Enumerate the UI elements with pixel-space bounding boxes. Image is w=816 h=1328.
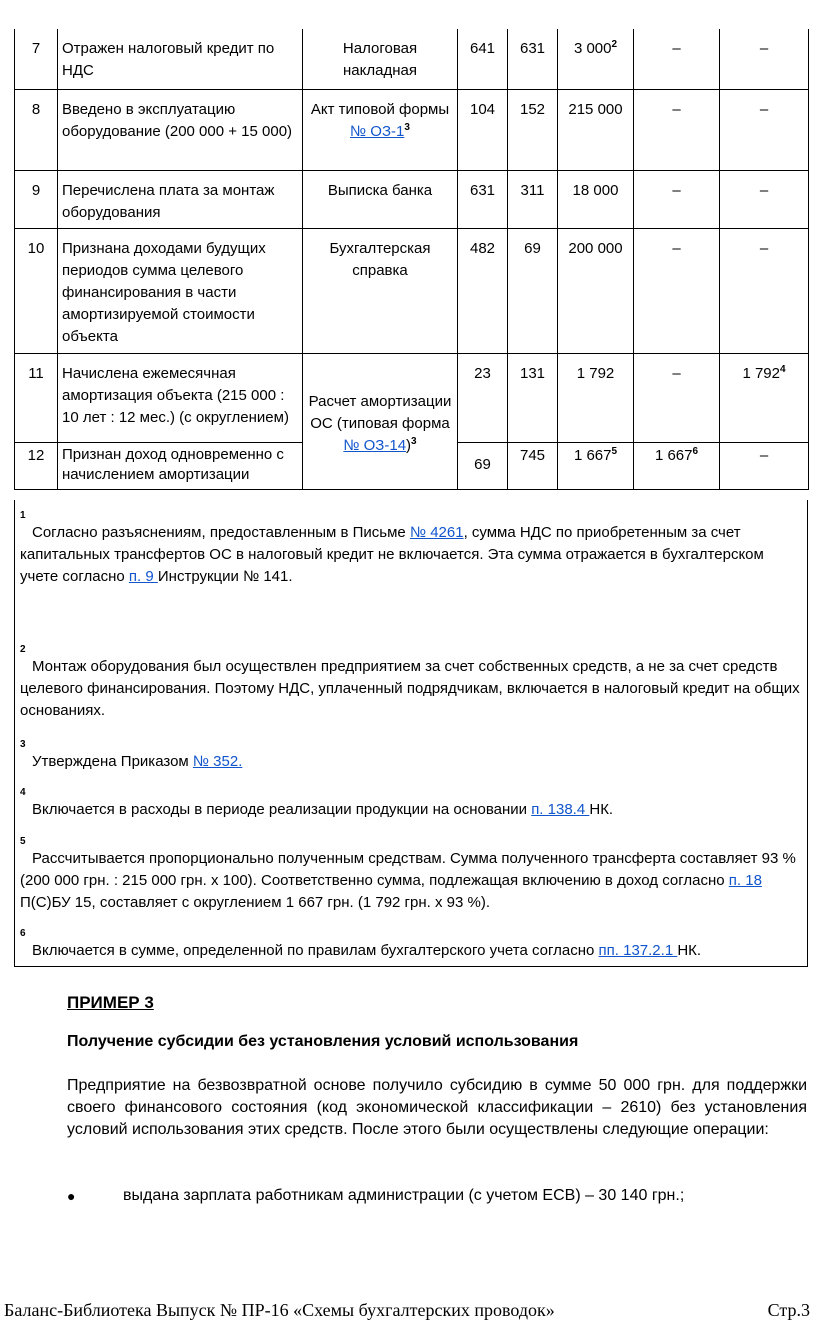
footnote-mark: 5 (20, 836, 26, 847)
amount-cell: – (634, 228, 720, 353)
footnote-link[interactable]: пп. 137.2.1 (598, 942, 678, 959)
amount-cell: 3 $000^2$ (558, 29, 634, 89)
document-cell: Выписка банка (303, 170, 458, 228)
row-number: 10 (15, 228, 58, 353)
footnote-ref: 6 (692, 445, 699, 457)
credit-account: 131 (508, 353, 558, 442)
row-number: 7 (15, 29, 58, 89)
document-cell: Налоговая накладная (303, 29, 458, 89)
footnote (20, 644, 800, 722)
operations-table (14, 29, 809, 490)
footnote-link[interactable]: п. 18 (728, 872, 762, 889)
debit-account: 23 (458, 353, 508, 442)
amount-cell: – (720, 29, 809, 89)
footnote-text: Включается в сумме, определенной по правилам бухгалтерского учета согласно пп. 137.2.1 НК. (32, 942, 702, 959)
footer-title: Баланс-Библиотека Выпуск № ПР-16 «Схемы бухгалтерских проводок» (4, 1300, 555, 1320)
debit-account: 641 (458, 29, 508, 89)
footnote-ref: 5 (611, 445, 618, 457)
bullet-dot-icon: ● (67, 1188, 76, 1204)
amount-cell: – (634, 170, 720, 228)
footnote-link[interactable]: № 352. (192, 753, 243, 770)
debit-account: 69 (458, 442, 508, 489)
operation-text: Признан доход одновременно с начислением амортизации (58, 442, 303, 489)
amount-cell: 1 792 (558, 353, 634, 442)
amount-cell: – (634, 89, 720, 170)
footnote (20, 739, 800, 773)
amount-cell: – (720, 442, 809, 489)
amount-cell: – (720, 228, 809, 353)
table-row (15, 170, 809, 228)
credit-account: 152 (508, 89, 558, 170)
amount-cell: 215 000 (558, 89, 634, 170)
document-link[interactable]: № ОЗ-14 (343, 436, 407, 454)
footnote-link[interactable]: п. 9 (128, 568, 158, 585)
document-link[interactable]: № ОЗ-1 (350, 122, 405, 140)
operation-text: Перечислена плата за монтаж оборудования (58, 170, 303, 228)
footnote-ref: 2 (611, 39, 618, 50)
credit-account: 631 (508, 29, 558, 89)
row-number: 8 (15, 89, 58, 170)
table-row (15, 353, 809, 442)
bullet-text: выдана зарплата работникам администрации (с учетом ЕСВ) – 30 140 грн.; (123, 1187, 685, 1204)
footnote-ref: 4 (779, 363, 786, 375)
footnote-mark: 6 (20, 928, 26, 939)
debit-account: 104 (458, 89, 508, 170)
footnote-text: Рассчитывается пропорционально полученным средствам. Сумма полученного трансферта составляет 93 % (200 000 грн. : 215 000 грн. х 100). Соответственно сумма, подлежащая включению в доход согласно п. 18 П(С)БУ 15, составляет с округлением 1 667 грн. (1 792 грн. х 93 %). (20, 850, 796, 911)
credit-account: 69 (508, 228, 558, 353)
example-heading: ПРИМЕР 3 (67, 993, 154, 1012)
footnote-mark: 2 (20, 644, 26, 655)
debit-account: 631 (458, 170, 508, 228)
footnote-mark: 4 (20, 787, 26, 798)
table-row (15, 29, 809, 89)
footnote-ref: 3 (411, 435, 417, 447)
footnote-mark: 1 (20, 510, 26, 521)
credit-account: 311 (508, 170, 558, 228)
footnote (20, 836, 800, 914)
page-number: Стр.3 (767, 1300, 810, 1320)
footnote-link[interactable]: п. 138.4 (531, 801, 590, 818)
operation-text: Признана доходами будущих периодов сумма целевого финансирования в части амортизируемой стоимости объекта (58, 228, 303, 353)
footnote-link[interactable]: № 4261 (409, 524, 464, 541)
credit-account: 745 (508, 442, 558, 489)
footnote-text: Монтаж оборудования был осуществлен предприятием за счет собственных средств, а не за счет средств целевого финансирования. Поэтому НДС, уплаченный подрядчикам, включается в налоговый кредит на общих основаниях. (20, 658, 800, 719)
row-number: 12 (15, 442, 58, 489)
row-number: 9 (15, 170, 58, 228)
document-cell: Бухгалтерская справка (303, 228, 458, 353)
example-paragraph: Предприятие на безвозвратной основе получило субсидию в сумме 50 000 грн. для поддержки своего финансового состояния (код экономической классификации – 2610) без установления условий использования этих средств. После этого были осуществлены следующие операции: (67, 1077, 807, 1138)
operation-text: Введено в эксплуатацию оборудование (200 000 + 15 000) (58, 89, 303, 170)
amount-cell: 1 $667^6$ (634, 442, 720, 489)
operation-text: Начислена ежемесячная амортизация объекта (215 000 : 10 лет : 12 мес.) (с округлением) (58, 353, 303, 442)
footnote-ref: 3 (404, 121, 410, 133)
table-row (15, 228, 809, 353)
amount-cell: – (634, 353, 720, 442)
amount-cell: – (634, 29, 720, 89)
debit-account: 482 (458, 228, 508, 353)
document-cell: Акт типовой формы № $ОЗ-1^3$ (303, 89, 458, 170)
operation-text: Отражен налоговый кредит по НДС (58, 29, 303, 89)
table-row (15, 89, 809, 170)
amount-cell: 200 000 (558, 228, 634, 353)
amount-cell: – (720, 89, 809, 170)
footnote-mark: 3 (20, 739, 26, 750)
amount-cell: 18 000 (558, 170, 634, 228)
footnote (20, 510, 800, 588)
row-number: 11 (15, 353, 58, 442)
footnote-text: Согласно разъяснениям, предоставленным в Письме № 4261, сумма НДС по приобретенным за счет капитальных трансфертов ОС в налоговый кредит не включается. Эта сумма отражается в бухгалтерском учете согласно п. 9 Инструкции № 141. (20, 524, 764, 585)
amount-cell: 1 $792^4$ (720, 353, 809, 442)
footnote (20, 787, 800, 821)
footnote-text: Включается в расходы в периоде реализации продукции на основании п. 138.4 НК. (32, 801, 614, 818)
footnote (20, 928, 800, 962)
amount-cell: 1 $667^5$ (558, 442, 634, 489)
footnotes-block (14, 500, 808, 967)
example-subheading: Получение субсидии без установления условий использования (67, 1033, 579, 1050)
amount-cell: – (720, 170, 809, 228)
document-cell: Расчет амортизации ОС (типовая форма № ОЗ-14)$^3$ (303, 353, 458, 489)
footnote-text: Утверждена Приказом № 352. (32, 753, 243, 770)
